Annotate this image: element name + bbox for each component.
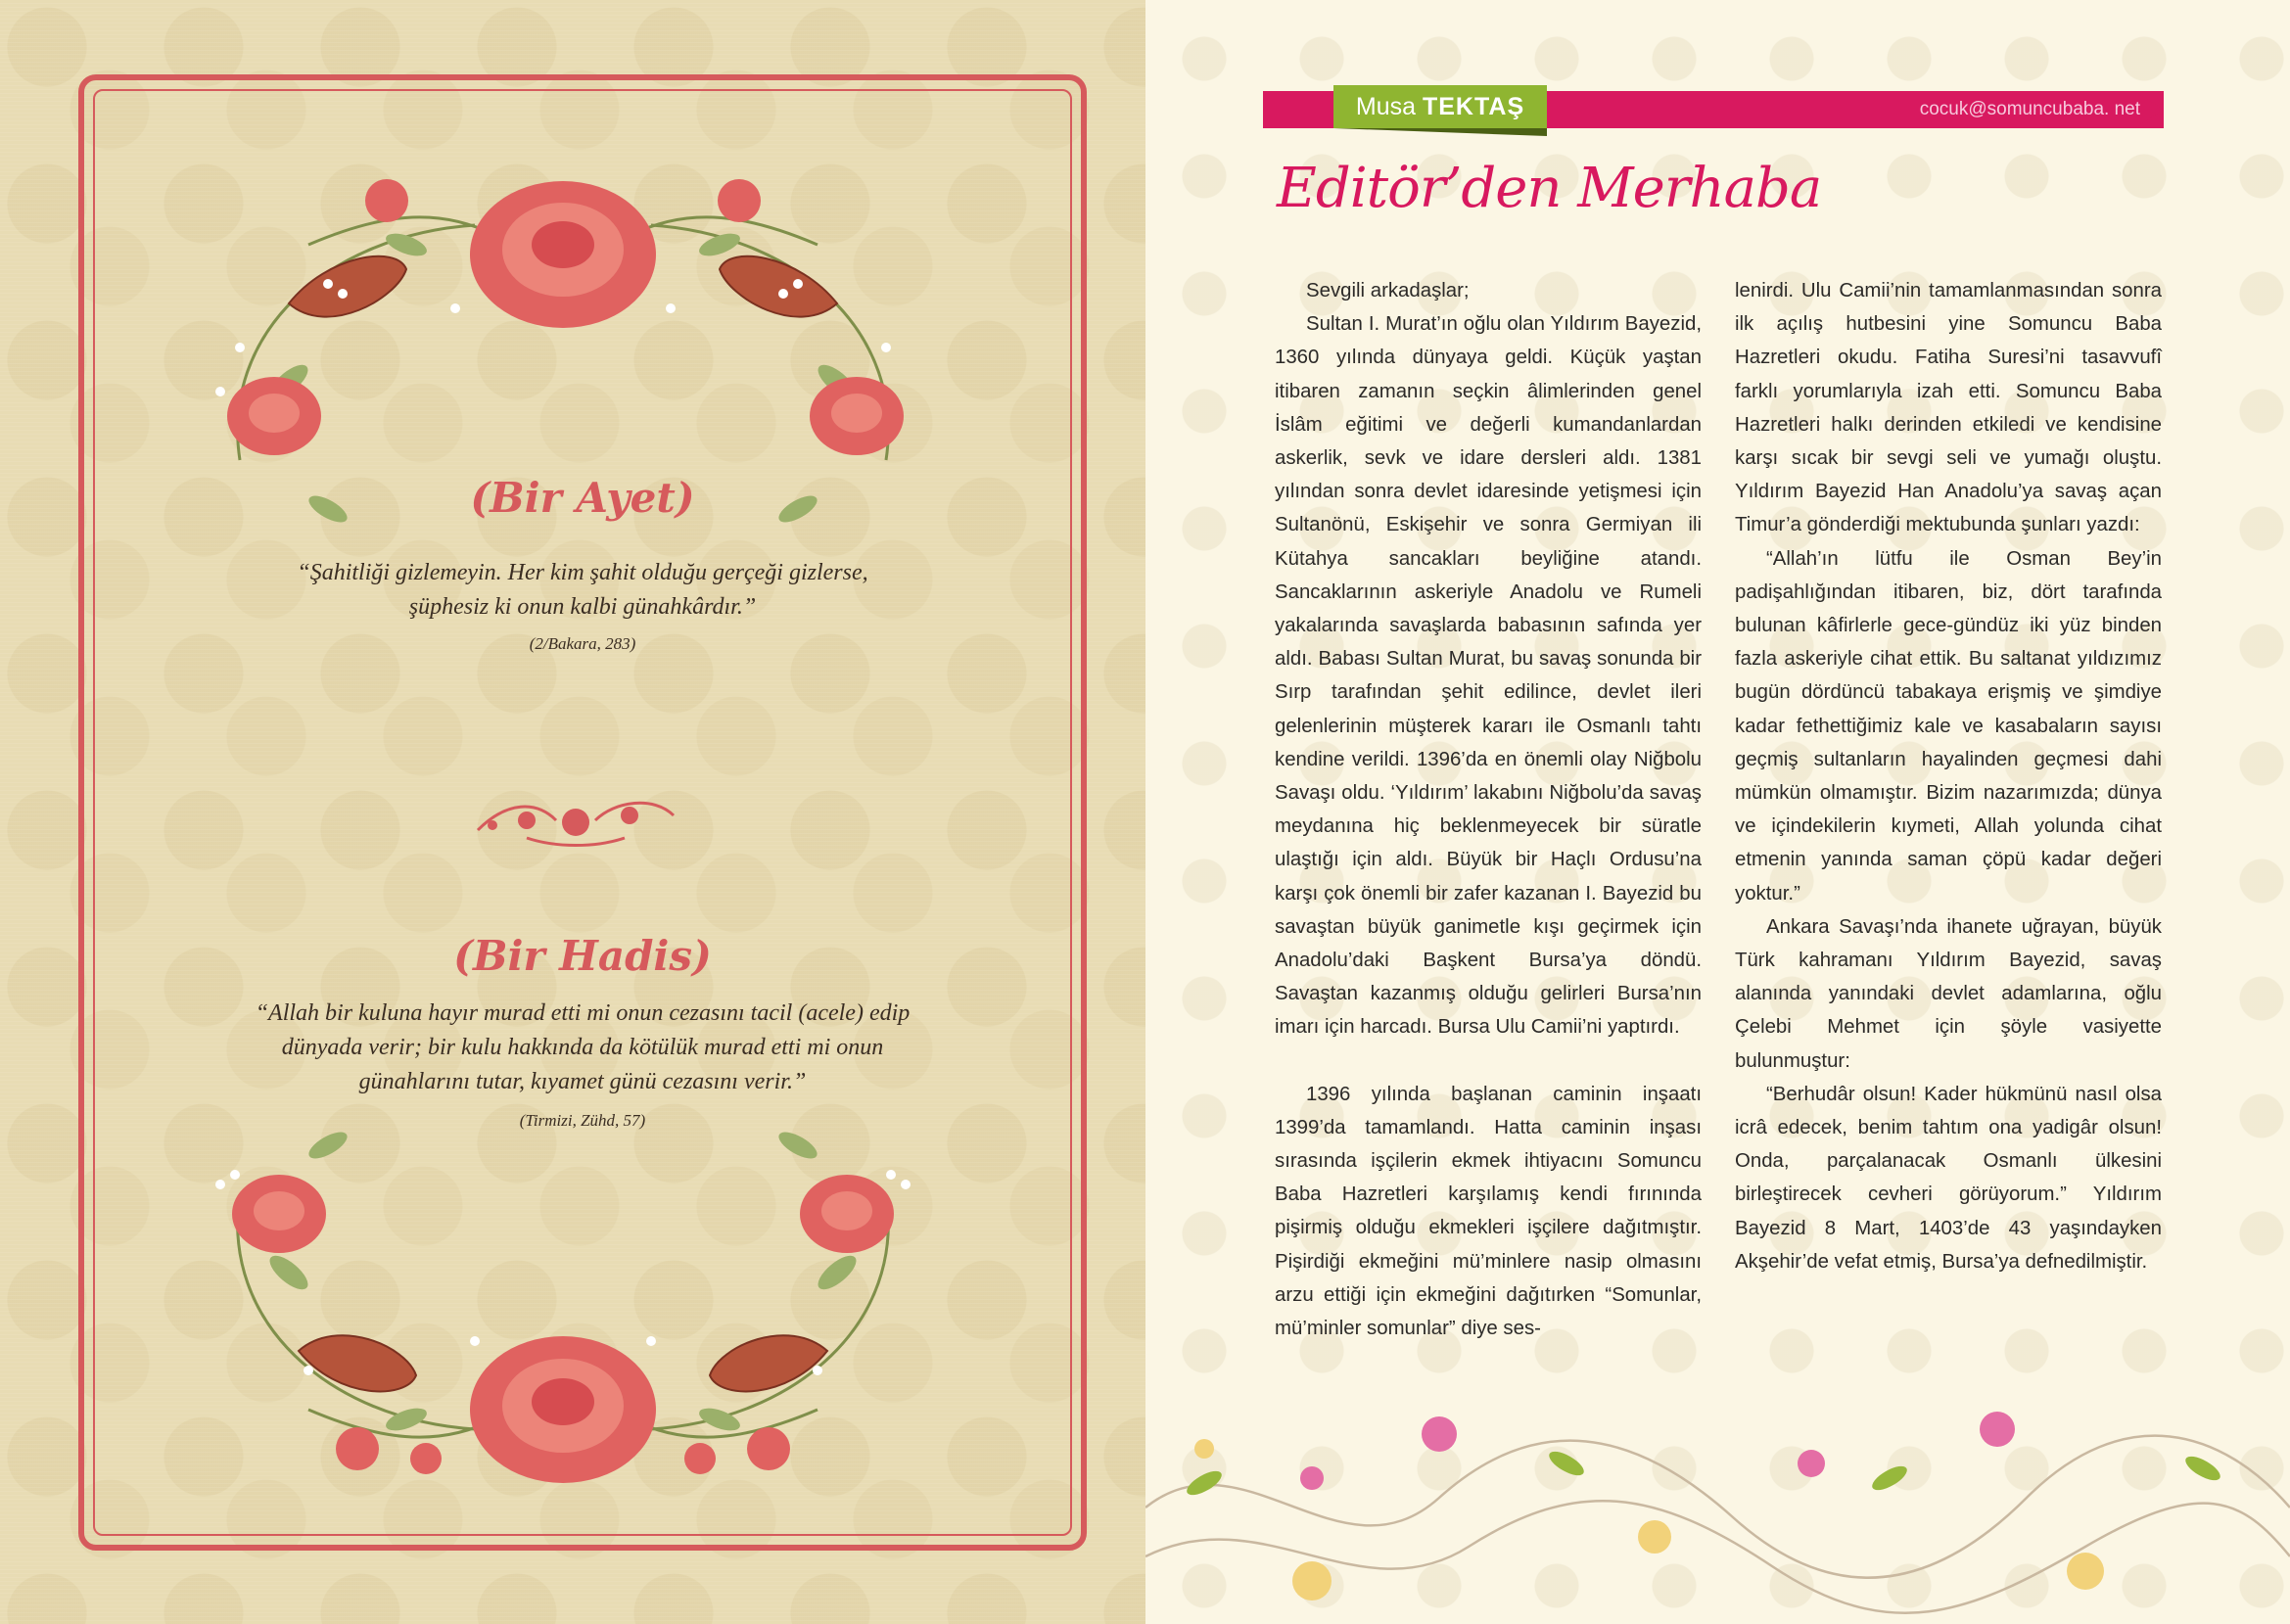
article-paragraph: “Allah’ın lütfu ile Osman Bey’in padişahlığından itibaren, biz, dört tarafında bulunan kâfirlerle gece-gündüz iki yüz binden fazla askeriyle cihat ettik. Bu saltanat yıldızımız bugün dördüncü tabakaya erişmiş ve şimdiye kadar fethettiğimiz kale ve kasabaların sayısı geçmiş sultanların hayalinden geçmesi dahi mümkün olmamıştır. Bizim nazarımızda; dünya ve içindekilerin kıymeti, Allah yolunda cihat etmenin yanında saman çöpü kadar değeri yoktur.”: [1735, 547, 2162, 905]
editor-title: Editör’den Merhaba: [1277, 157, 1822, 220]
author-tab-fold: [1333, 128, 1547, 136]
article-paragraph: 1396 yılında başlanan caminin inşaatı 1399’da tamamlandı. Hatta caminin inşası sırasında işçilerin ekmek ihtiyacını Somuncu Baba Hazretleri karşılamış kendi fırınında pişirmiş olduğu ekmekleri işçilere dağıtmıştır. Pişirdiği ekmeğini mü’minlere nasip olmasını arzu ettiği için ekmeğini dağıtırken “Somunlar, mü’minler somunlar” diye ses-: [1275, 1083, 1702, 1340]
tulip-left: [289, 256, 406, 317]
hadis-source: (Tirmizi, Zühd, 57): [519, 1111, 646, 1130]
article-paragraph: Ankara Savaşı’nda ihanete uğrayan, büyük Türk kahramanı Yıldırım Bayezid, savaş alanında yanındaki devlet adamlarına, oğlu Çelebi Mehmet için şöyle vasiyette bulunmuştur:: [1735, 915, 2162, 1072]
hadis-title: (Bir Hadis): [453, 932, 712, 980]
floral-wreath-bottom: [181, 1106, 945, 1517]
hadis-quote-line-3: günahlarını tutar, kıyamet günü cezasını verir.”: [358, 1069, 807, 1094]
hadis-quote-line-2: dünyada verir; bir kulu hakkında da kötülük murad etti mi onun: [281, 1035, 884, 1060]
tulip-right: [720, 256, 837, 317]
author-last-name: TEKTAŞ: [1422, 93, 1525, 120]
rose-bottom-left: [232, 1175, 326, 1253]
article-column-left: [1275, 274, 1702, 1345]
ayet-quote-line-1: “Şahitliği gizlemeyin. Her kim şahit olduğu gerçeği gizlerse,: [297, 560, 868, 585]
contact-email[interactable]: cocuk@somuncubaba. net: [1919, 99, 2140, 119]
tulip-bottom-right: [710, 1335, 827, 1391]
ayet-source: (2/Bakara, 283): [529, 634, 636, 653]
article-paragraph: Sevgili arkadaşlar;: [1306, 280, 1470, 302]
rose-center: [470, 181, 656, 328]
rose-bottom-center: [470, 1336, 656, 1483]
author-first-name: Musa: [1355, 93, 1417, 120]
floral-divider-ornament: [468, 791, 683, 852]
rose-left: [227, 377, 321, 455]
hadis-quote: [93, 997, 1072, 1099]
tulip-bottom-left: [299, 1335, 416, 1391]
ayet-quote-line-2: şüphesiz ki onun kalbi günahkârdır.”: [408, 594, 757, 620]
author-tab: [1333, 85, 1547, 128]
article-paragraph: “Berhudâr olsun! Kader hükmünü nasıl olsa icrâ edecek, benim tahtım ona yadigâr olsun! Onda, parçalanacak Osmanlı ülkesini birleştirecek cevheri görüyorum.” Yıldırım Bayezid 8 Mart, 1403’de 43 yaşındayken Akşehir’de vefat etmiş, Bursa’ya defnedilmiştir.: [1735, 1083, 2162, 1273]
ayet-title: (Bir Ayet): [470, 474, 695, 522]
rose-right: [810, 377, 904, 455]
hadis-quote-line-1: “Allah bir kuluna hayır murad etti mi onun cezasını tacil (acele) edip: [255, 1000, 911, 1026]
article-paragraph: lenirdi. Ulu Camii’nin tamamlanmasından sonra ilk açılış hutbesini yine Somuncu Baba Hazretleri okudu. Fatiha Suresi’ni tasavvufî farklı yorumlarıyla izah etti. Somuncu Baba Hazretleri halkı derinden etkiledi ve kendisine karşı sıcak bir sevgi seli ve yumağı oluştu. Yıldırım Bayezid Han Anadolu’ya savaş açan Timur’a gönderdiği mektubunda şunları yazdı:: [1735, 280, 2162, 536]
article-paragraph: Sultan I. Murat’ın oğlu olan Yıldırım Bayezid, 1360 yılında dünyaya geldi. Küçük yaştan itibaren zamanın seçkin âlimlerinden genel İslâm eğitimi ve değerli kumandanlardan askerlik, sevk ve idare dersleri aldı. 1381 yılından sonra devlet idaresinde yetişmesi için Sultanönü, Eskişehir ve sonra Germiyan ili Kütahya sancakları beyliğine atandı. Sancaklarının askeriyle Anadolu ve Rumeli yakalarında savaşlarda babasının safında yer aldı. Babası Sultan Murat, bu savaş sonunda bir Sırp tarafından şehit edilince, devlet ileri gelenlerinin müşterek kararı ile Osmanlı tahtı kendine verildi. 1396’da en önemli olay Niğbolu Savaşı oldu. ‘Yıldırım’ lakabını Niğbolu’da savaş meydanına hiç beklenmeyecek bir süratle ulaştığı için aldı. Büyük bir Haçlı Ordusu’na karşı çok önemli bir zafer kazanan I. Bayezid bu savaştan büyük ganimetle kışı geçirmek için Anadolu’daki Başkent Bursa’ya döndü. Savaştan kazanmış olduğu gelirleri Bursa’nın imarı için harcadı. Bursa Ulu Camii’ni yaptırdı.: [1275, 313, 1702, 1039]
floral-border-ornament: [1145, 1390, 2290, 1624]
rose-bottom-right: [800, 1175, 894, 1253]
ayet-quote: [93, 556, 1072, 625]
article-column-right: [1735, 274, 2162, 1278]
